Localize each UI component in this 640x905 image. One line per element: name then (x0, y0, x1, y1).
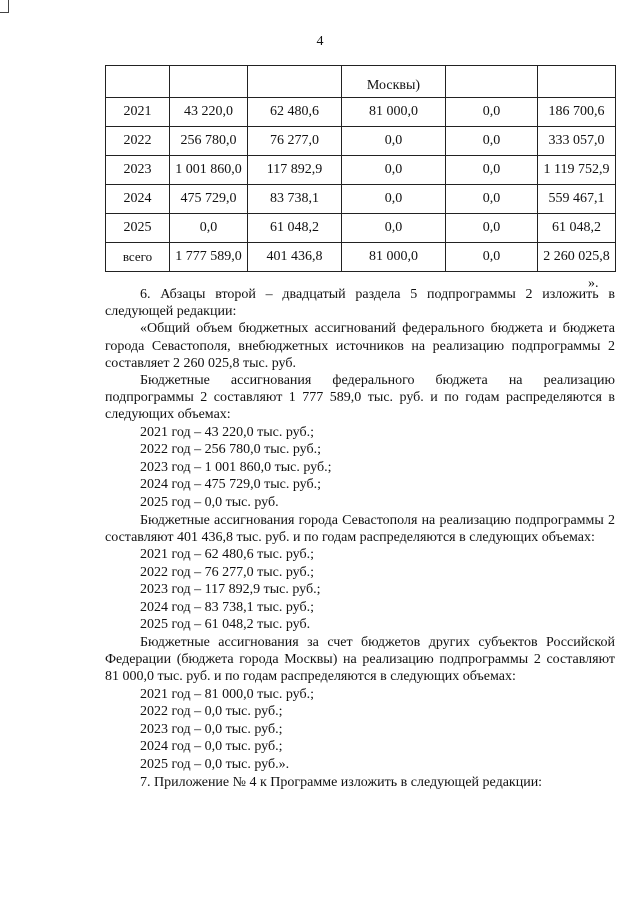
federal-year-line: 2023 год – 1 001 860,0 тыс. руб.; (140, 459, 332, 475)
paragraph-7: 7. Приложение № 4 к Программе изложить в следующей редакции: (140, 774, 543, 790)
paragraph-federal: Бюджетные ассигнования федерального бюджета на реализацию подпрограммы 2 составляют 1 777 589,0 тыс. руб. и по годам распределяются в следующих объемах: (105, 373, 615, 423)
cell-sevastopol: 62 480,6 (248, 98, 342, 127)
header-cell (170, 66, 248, 98)
header-cell (446, 66, 538, 98)
table-row (106, 185, 616, 214)
table-row (106, 156, 616, 185)
cell-extra: 0,0 (446, 214, 538, 243)
row-label: 2022 (106, 127, 170, 156)
moscow-year-line: 2025 год – 0,0 тыс. руб.». (140, 756, 290, 772)
table-row (106, 214, 616, 243)
cell-extra: 0,0 (446, 156, 538, 185)
row-label: всего (106, 243, 170, 272)
cell-moscow: 0,0 (342, 185, 446, 214)
paragraph-moscow: Бюджетные ассигнования за счет бюджетов других субъектов Российской Федерации (бюджета города Москвы) на реализацию подпрограммы 2 составляют 81 000,0 тыс. руб. и по годам распределяются в следующих объемах: (105, 634, 615, 685)
header-cell (538, 66, 616, 98)
moscow-year-line: 2022 год – 0,0 тыс. руб.; (140, 704, 283, 720)
budget-table (105, 65, 616, 272)
cell-extra: 0,0 (446, 185, 538, 214)
federal-year-line: 2025 год – 0,0 тыс. руб. (140, 495, 279, 510)
cell-extra: 0,0 (446, 98, 538, 127)
header-cell-moscow: Москвы) (342, 66, 446, 98)
cell-sevastopol: 401 436,8 (248, 243, 342, 272)
document-body (105, 286, 615, 791)
cell-federal: 43 220,0 (170, 98, 248, 127)
cell-sevastopol: 61 048,2 (248, 214, 342, 243)
cell-sevastopol: 83 738,1 (248, 185, 342, 214)
paragraph-6: 6. Абзацы второй – двадцатый раздела 5 подпрограммы 2 изложить в следующей редакции: (105, 287, 615, 320)
federal-year-line: 2022 год – 256 780,0 тыс. руб.; (140, 442, 321, 458)
cell-federal: 256 780,0 (170, 127, 248, 156)
moscow-year-line: 2023 год – 0,0 тыс. руб.; (140, 721, 283, 737)
page-number: 4 (316, 34, 324, 49)
table-header-row (106, 66, 616, 98)
cell-sevastopol: 117 892,9 (248, 156, 342, 185)
cell-federal: 1 001 860,0 (170, 156, 248, 185)
cell-moscow: 0,0 (342, 127, 446, 156)
table-row (106, 98, 616, 127)
row-label: 2021 (106, 98, 170, 127)
table-row-total (106, 243, 616, 272)
cell-extra: 0,0 (446, 243, 538, 272)
row-label: 2025 (106, 214, 170, 243)
paragraph-sevastopol: Бюджетные ассигнования города Севастополя на реализацию подпрограммы 2 составляют 401 436,8 тыс. руб. и по годам распределяются в следующих объемах: (105, 512, 615, 545)
cell-total: 1 119 752,9 (538, 156, 616, 185)
sevastopol-year-line: 2024 год – 83 738,1 тыс. руб.; (140, 599, 314, 615)
sevastopol-year-line: 2021 год – 62 480,6 тыс. руб.; (140, 547, 314, 562)
cell-total: 333 057,0 (538, 127, 616, 156)
cell-federal: 0,0 (170, 214, 248, 243)
table-row (106, 127, 616, 156)
paragraph-total-volume: «Общий объем бюджетных ассигнований федерального бюджета и бюджета города Севастополя, внебюджетных источников на реализацию подпрограммы 2 составляет 2 260 025,8 тыс. руб. (105, 321, 615, 371)
moscow-year-line: 2021 год – 81 000,0 тыс. руб.; (140, 686, 314, 702)
scan-corner-mark (0, 0, 9, 13)
header-cell (248, 66, 342, 98)
federal-year-line: 2024 год – 475 729,0 тыс. руб.; (140, 477, 321, 493)
cell-total: 2 260 025,8 (538, 243, 616, 272)
row-label: 2023 (106, 156, 170, 185)
cell-federal: 475 729,0 (170, 185, 248, 214)
row-label: 2024 (106, 185, 170, 214)
sevastopol-year-line: 2023 год – 117 892,9 тыс. руб.; (140, 582, 321, 598)
header-cell (106, 66, 170, 98)
federal-year-line: 2021 год – 43 220,0 тыс. руб.; (140, 424, 314, 440)
cell-moscow: 0,0 (342, 156, 446, 185)
cell-sevastopol: 76 277,0 (248, 127, 342, 156)
cell-total: 61 048,2 (538, 214, 616, 243)
table-closing-quote: ». (588, 276, 599, 291)
cell-moscow: 81 000,0 (342, 98, 446, 127)
sevastopol-year-line: 2022 год – 76 277,0 тыс. руб.; (140, 564, 314, 580)
cell-moscow: 81 000,0 (342, 243, 446, 272)
cell-total: 559 467,1 (538, 185, 616, 214)
cell-extra: 0,0 (446, 127, 538, 156)
cell-moscow: 0,0 (342, 214, 446, 243)
moscow-year-line: 2024 год – 0,0 тыс. руб.; (140, 739, 283, 755)
cell-federal: 1 777 589,0 (170, 243, 248, 272)
cell-total: 186 700,6 (538, 98, 616, 127)
sevastopol-year-line: 2025 год – 61 048,2 тыс. руб. (140, 617, 311, 633)
